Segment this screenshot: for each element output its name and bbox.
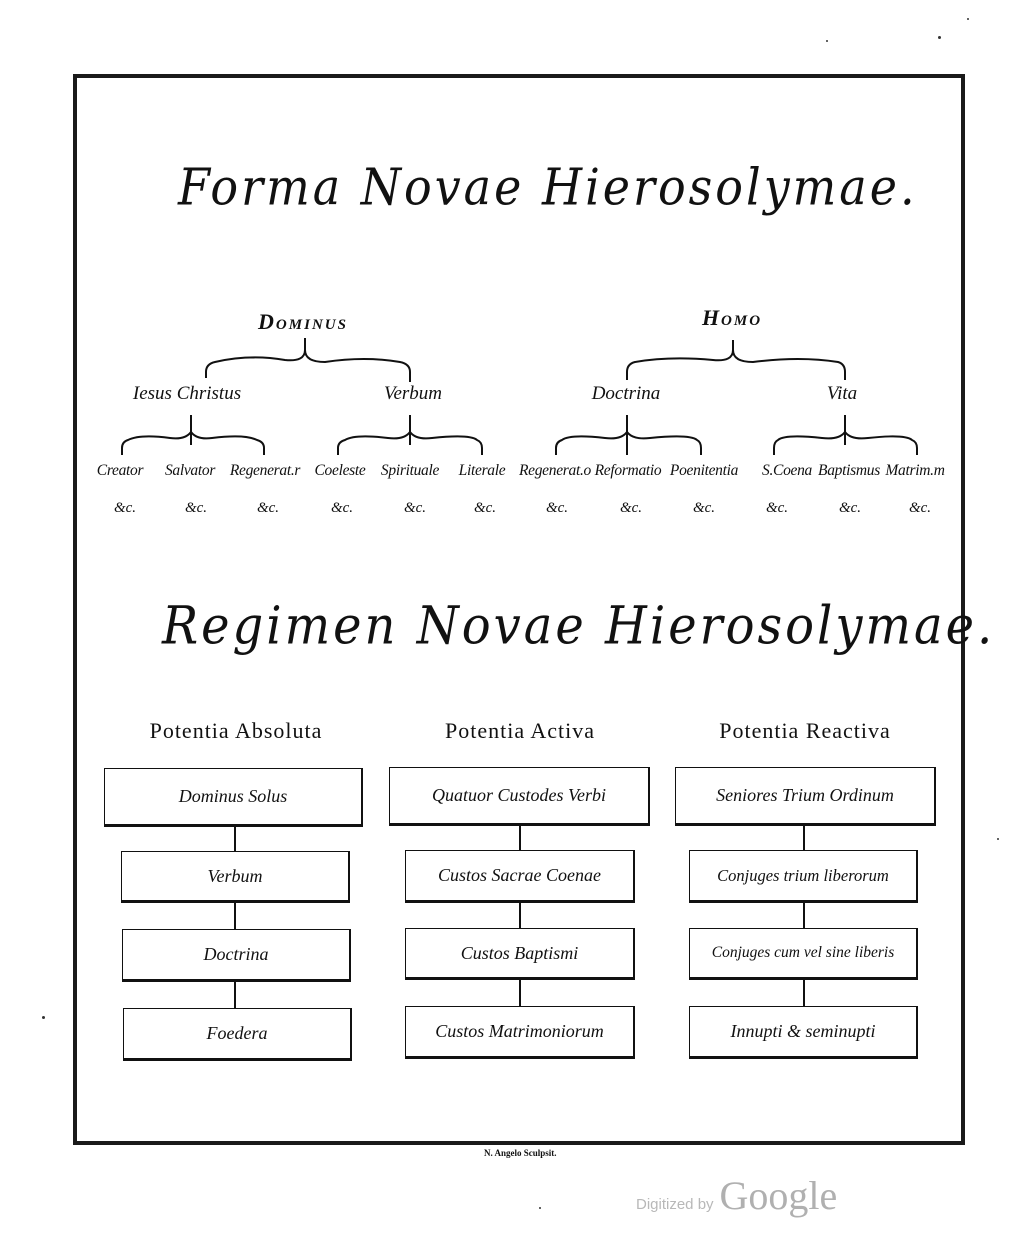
speck xyxy=(997,838,999,840)
etc-mark: &c. xyxy=(184,500,208,516)
org-box-seniores: Seniores Trium Ordinum xyxy=(675,767,936,826)
tree-leaf: Poenitentia xyxy=(669,462,739,479)
org-box-conjuges-trium: Conjuges trium liberorum xyxy=(689,850,918,903)
etc-mark: &c. xyxy=(765,500,789,516)
org-box-conjuges-cum-vel-sine: Conjuges cum vel sine liberis xyxy=(689,928,918,980)
connector-line xyxy=(519,901,521,931)
org-box-custos-baptismi: Custos Baptismi xyxy=(405,928,635,980)
connector-line xyxy=(234,825,236,853)
connector-line xyxy=(803,901,805,931)
digitized-by-watermark xyxy=(636,1172,837,1219)
title-forma: Forma Novae Hierosolymae. xyxy=(178,157,918,217)
org-box-custos-sacrae-coenae: Custos Sacrae Coenae xyxy=(405,850,635,903)
org-box-quatuor-custodes: Quatuor Custodes Verbi xyxy=(389,767,650,826)
engraver-credit: N. Angelo Sculpsit. xyxy=(484,1148,557,1158)
org-box-foedera: Foedera xyxy=(123,1008,352,1061)
org-box-dominus-solus: Dominus Solus xyxy=(104,768,363,827)
google-logo: Google xyxy=(719,1173,838,1218)
etc-mark: &c. xyxy=(908,500,932,516)
connector-line xyxy=(234,980,236,1010)
etc-mark: &c. xyxy=(838,500,862,516)
tree-leaf: Regenerat.r xyxy=(229,462,301,479)
etc-mark: &c. xyxy=(545,500,569,516)
connector-line xyxy=(803,978,805,1008)
etc-mark: &c. xyxy=(113,500,137,516)
org-box-custos-matrimoniorum: Custos Matrimoniorum xyxy=(405,1006,635,1059)
connector-line xyxy=(803,824,805,852)
speck xyxy=(42,1016,45,1019)
tree-leaf: Baptismus xyxy=(818,462,880,479)
column-heading-activa: Potentia Activa xyxy=(444,718,596,743)
tree-leaf: S.Coena xyxy=(762,462,812,479)
tree-node-doctrina: Doctrina xyxy=(591,383,661,404)
tree-node-iesus-christus: Iesus Christus xyxy=(132,383,242,404)
title-regimen: Regimen Novae Hierosolymae. xyxy=(162,595,996,657)
tree-leaf: Creator xyxy=(96,462,144,479)
connector-line xyxy=(234,901,236,931)
etc-mark: &c. xyxy=(403,500,427,516)
etc-mark: &c. xyxy=(256,500,280,516)
tree-leaf: Coeleste xyxy=(314,462,366,479)
tree-leaf: Literale xyxy=(458,462,506,479)
org-box-doctrina: Doctrina xyxy=(122,929,351,982)
tree-leaf: Spirituale xyxy=(380,462,440,479)
digitized-by-label: Digitized by xyxy=(636,1196,714,1213)
etc-mark: &c. xyxy=(692,500,716,516)
tree-node-verbum: Verbum xyxy=(383,383,443,404)
tree-root-homo: Homo xyxy=(701,305,763,330)
org-box-verbum: Verbum xyxy=(121,851,350,903)
connector-line xyxy=(519,824,521,852)
etc-mark: &c. xyxy=(473,500,497,516)
tree-leaf: Reformatio xyxy=(594,462,662,479)
speck xyxy=(539,1207,541,1209)
tree-leaf: Matrim.m xyxy=(885,462,945,479)
tree-leaf: Regenerat.o xyxy=(518,462,592,479)
column-heading-reactiva: Potentia Reactiva xyxy=(719,718,891,743)
etc-mark: &c. xyxy=(619,500,643,516)
etc-mark: &c. xyxy=(330,500,354,516)
connector-line xyxy=(519,978,521,1008)
tree-root-dominus: Dominus xyxy=(258,309,348,334)
column-heading-absoluta: Potentia Absoluta xyxy=(149,718,323,743)
tree-node-vita: Vita xyxy=(826,383,858,404)
tree-leaf: Salvator xyxy=(164,462,216,479)
org-box-innupti: Innupti & seminupti xyxy=(689,1006,918,1059)
